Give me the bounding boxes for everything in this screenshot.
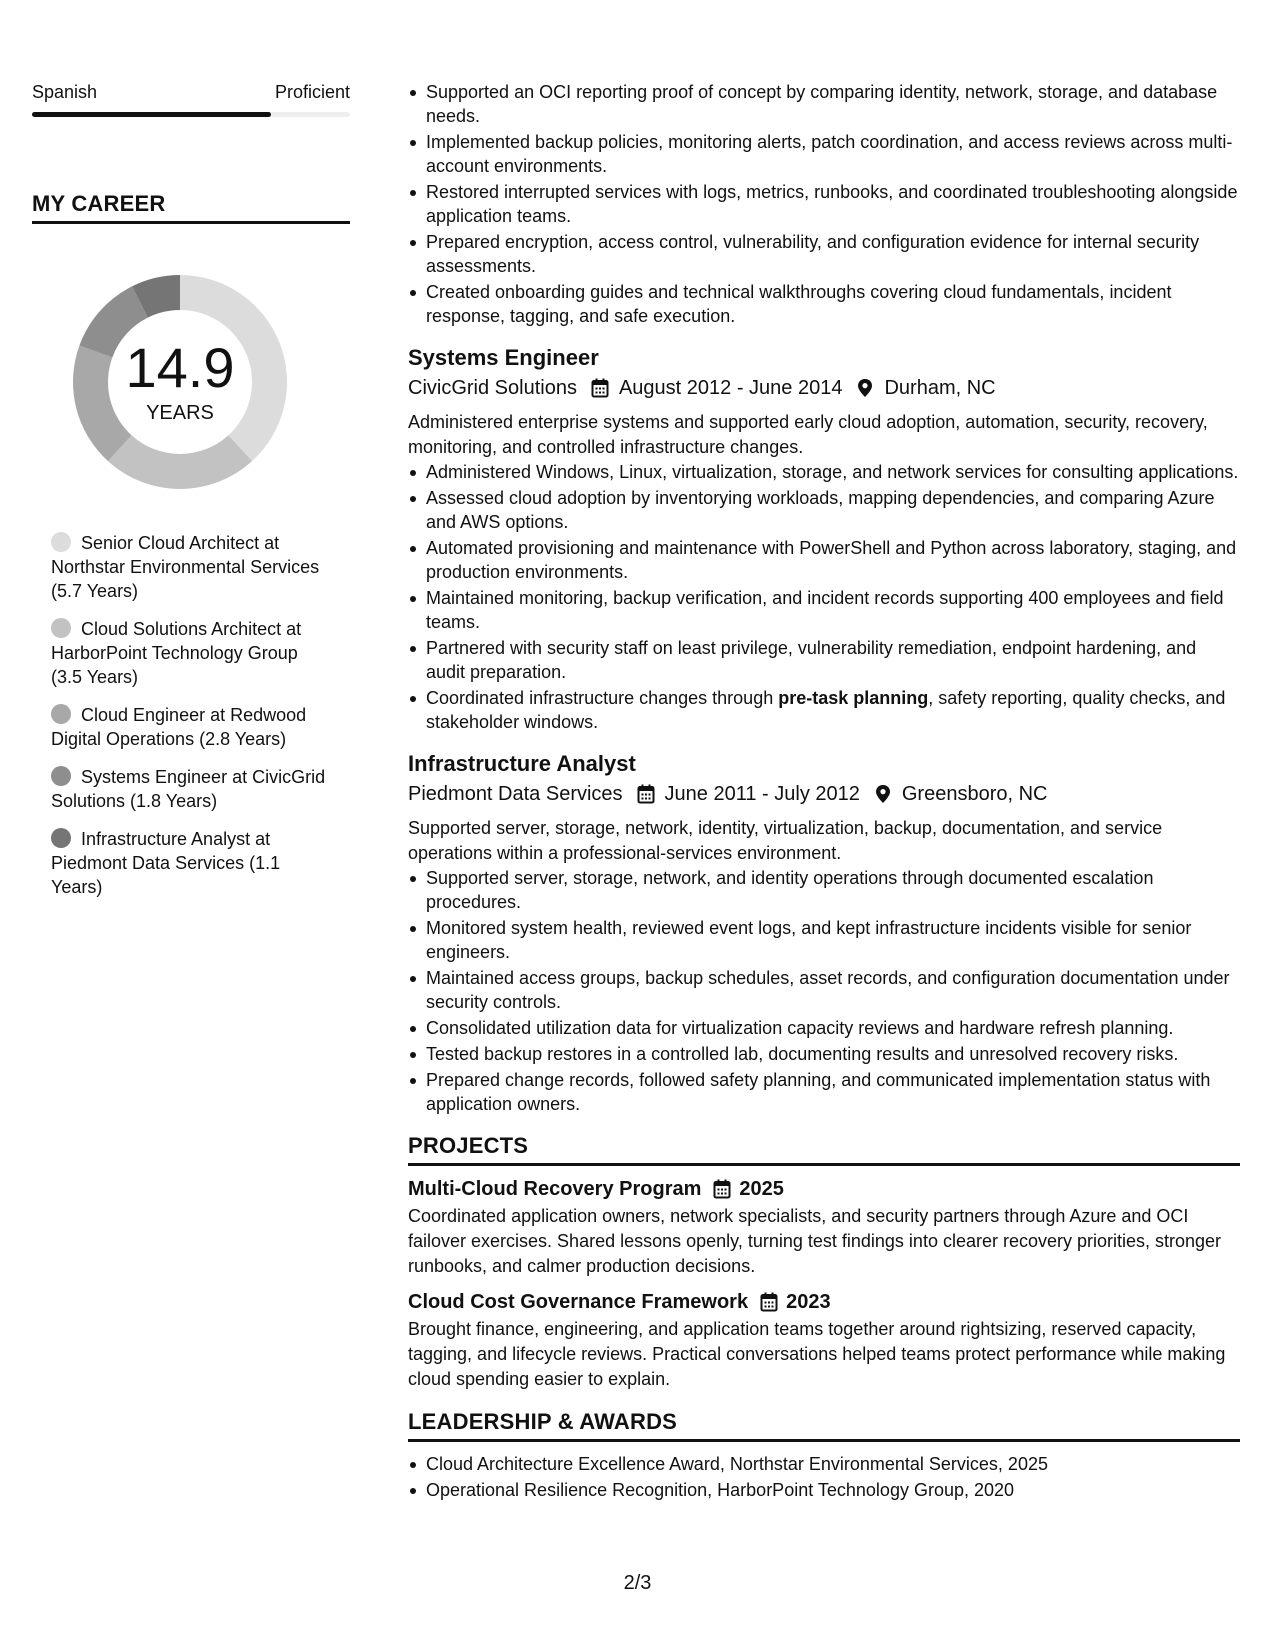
job-title: Infrastructure Analyst	[408, 751, 636, 776]
sidebar	[32, 80, 350, 913]
project-header	[408, 1176, 1240, 1202]
project-name: Multi-Cloud Recovery Program	[408, 1178, 702, 1200]
bullet-text: Coordinated infrastructure changes through	[426, 688, 779, 708]
project-entry	[408, 1289, 1240, 1392]
job-bullets	[408, 460, 1240, 734]
award-item: Cloud Architecture Excellence Award, Northstar Environmental Services, 2025	[408, 1452, 1240, 1476]
bullet-item: Supported an OCI reporting proof of concept by comparing identity, network, storage, and database needs.	[408, 80, 1240, 128]
bullet-item: Restored interrupted services with logs, metrics, runbooks, and coordinated troubleshooting alongside application teams.	[408, 180, 1240, 228]
career-heading: MY CAREER	[32, 191, 350, 224]
projects-heading: PROJECTS	[408, 1132, 1240, 1166]
bullet-item: Partnered with security staff on least privilege, vulnerability remediation, endpoint hardening, and audit preparation.	[408, 636, 1240, 684]
bullet-text: , safety reporting, quality checks, and stakeholder windows.	[426, 688, 1226, 732]
awards-heading: LEADERSHIP & AWARDS	[408, 1408, 1240, 1442]
language-level-bar	[32, 112, 350, 117]
bullet-item	[408, 686, 1240, 734]
career-total-unit: YEARS	[146, 401, 214, 424]
career-legend-item	[51, 765, 332, 813]
page-number: 2/3	[623, 1572, 652, 1594]
calendar-icon	[591, 378, 609, 398]
job-summary: Administered enterprise systems and supported early cloud adoption, automation, security, recovery, monitoring, and controlled infrastructure changes.	[408, 412, 1208, 457]
language-row	[32, 80, 350, 104]
project-entry	[408, 1176, 1240, 1279]
bullet-item: Supported server, storage, network, and identity operations through documented escalation procedures.	[408, 866, 1240, 914]
job-company: Piedmont Data Services	[408, 783, 623, 805]
job-company: CivicGrid Solutions	[408, 377, 577, 399]
job-location: Greensboro, NC	[901, 783, 1048, 805]
project-name: Cloud Cost Governance Framework	[408, 1291, 749, 1313]
language-level-fill	[32, 112, 271, 117]
career-legend-item	[51, 531, 332, 603]
bullet-item: Consolidated utilization data for virtualization capacity reviews and hardware refresh planning.	[408, 1016, 1240, 1040]
calendar-icon	[713, 1179, 731, 1199]
job-meta	[408, 780, 1240, 808]
career-donut-chart	[67, 269, 293, 495]
bullet-item: Prepared change records, followed safety planning, and communicated implementation status with application owners.	[408, 1068, 1240, 1116]
legend-dot-icon	[51, 704, 71, 724]
language-name: Spanish	[32, 82, 98, 102]
job-location: Durham, NC	[884, 377, 996, 399]
job-dates: August 2012 - June 2014	[618, 377, 843, 399]
main-content	[408, 80, 1240, 1504]
previous-job-bullets	[408, 80, 1240, 328]
calendar-icon	[760, 1292, 778, 1312]
bullet-item: Administered Windows, Linux, virtualization, storage, and network services for consulting applications.	[408, 460, 1240, 484]
career-legend-label: Cloud Engineer at Redwood Digital Operations (2.8 Years)	[51, 705, 307, 749]
job-entry-systems-engineer	[408, 344, 1240, 734]
award-item: Operational Resilience Recognition, HarborPoint Technology Group, 2020	[408, 1478, 1240, 1502]
project-description: Brought finance, engineering, and application teams together around rightsizing, reserved capacity, tagging, and lifecycle reviews. Practical conversations helped teams protect performance while making cloud spending easier to explain.	[408, 1319, 1226, 1389]
bullet-item: Monitored system health, reviewed event logs, and kept infrastructure incidents visible for senior engineers.	[408, 916, 1240, 964]
legend-dot-icon	[51, 828, 71, 848]
career-legend-label: Infrastructure Analyst at Piedmont Data Services (1.1 Years)	[51, 829, 281, 897]
project-header	[408, 1289, 1240, 1315]
career-legend	[32, 531, 332, 899]
bullet-item: Implemented backup policies, monitoring alerts, patch coordination, and access reviews across multi-account environments.	[408, 130, 1240, 178]
career-legend-item	[51, 617, 332, 689]
project-year: 2023	[786, 1291, 831, 1313]
job-title: Systems Engineer	[408, 345, 599, 370]
career-legend-label: Cloud Solutions Architect at HarborPoint Technology Group (3.5 Years)	[51, 619, 302, 687]
job-bullets	[408, 866, 1240, 1116]
bullet-item: Prepared encryption, access control, vulnerability, and configuration evidence for internal security assessments.	[408, 230, 1240, 278]
location-pin-icon	[856, 378, 874, 398]
job-meta	[408, 374, 1240, 402]
bullet-item: Maintained access groups, backup schedules, asset records, and configuration documentation under security controls.	[408, 966, 1240, 1014]
career-legend-label: Systems Engineer at CivicGrid Solutions (1.8 Years)	[51, 767, 326, 811]
project-description: Coordinated application owners, network specialists, and security partners through Azure and OCI failover exercises. Shared lessons openly, turning test findings into clearer recovery priorities, stronger runbooks, and calmer production decisions.	[408, 1206, 1222, 1276]
job-entry-infrastructure-analyst	[408, 750, 1240, 1116]
language-level: Proficient	[274, 82, 350, 102]
bullet-item: Maintained monitoring, backup verification, and incident records supporting 400 employees and field teams.	[408, 586, 1240, 634]
career-legend-item	[51, 827, 332, 899]
career-legend-label: Senior Cloud Architect at Northstar Environmental Services (5.7 Years)	[51, 533, 320, 601]
legend-dot-icon	[51, 618, 71, 638]
career-total-years: 14.9	[125, 335, 235, 399]
calendar-icon	[637, 784, 655, 804]
career-legend-item	[51, 703, 332, 751]
job-summary: Supported server, storage, network, identity, virtualization, backup, documentation, and service operations within a professional-services environment.	[408, 818, 1163, 863]
job-dates: June 2011 - July 2012	[664, 783, 860, 805]
bullet-item: Assessed cloud adoption by inventorying workloads, mapping dependencies, and comparing Azure and AWS options.	[408, 486, 1240, 534]
legend-dot-icon	[51, 532, 71, 552]
bullet-item: Automated provisioning and maintenance with PowerShell and Python across laboratory, staging, and production environments.	[408, 536, 1240, 584]
location-pin-icon	[874, 784, 892, 804]
bullet-bold-text: pre-task planning	[778, 688, 929, 708]
awards-list	[408, 1452, 1240, 1502]
bullet-item: Created onboarding guides and technical walkthroughs covering cloud fundamentals, incident response, tagging, and safe execution.	[408, 280, 1240, 328]
legend-dot-icon	[51, 766, 71, 786]
project-year: 2025	[739, 1178, 784, 1200]
donut-center	[67, 269, 293, 495]
bullet-item: Tested backup restores in a controlled lab, documenting results and unresolved recovery risks.	[408, 1042, 1240, 1066]
